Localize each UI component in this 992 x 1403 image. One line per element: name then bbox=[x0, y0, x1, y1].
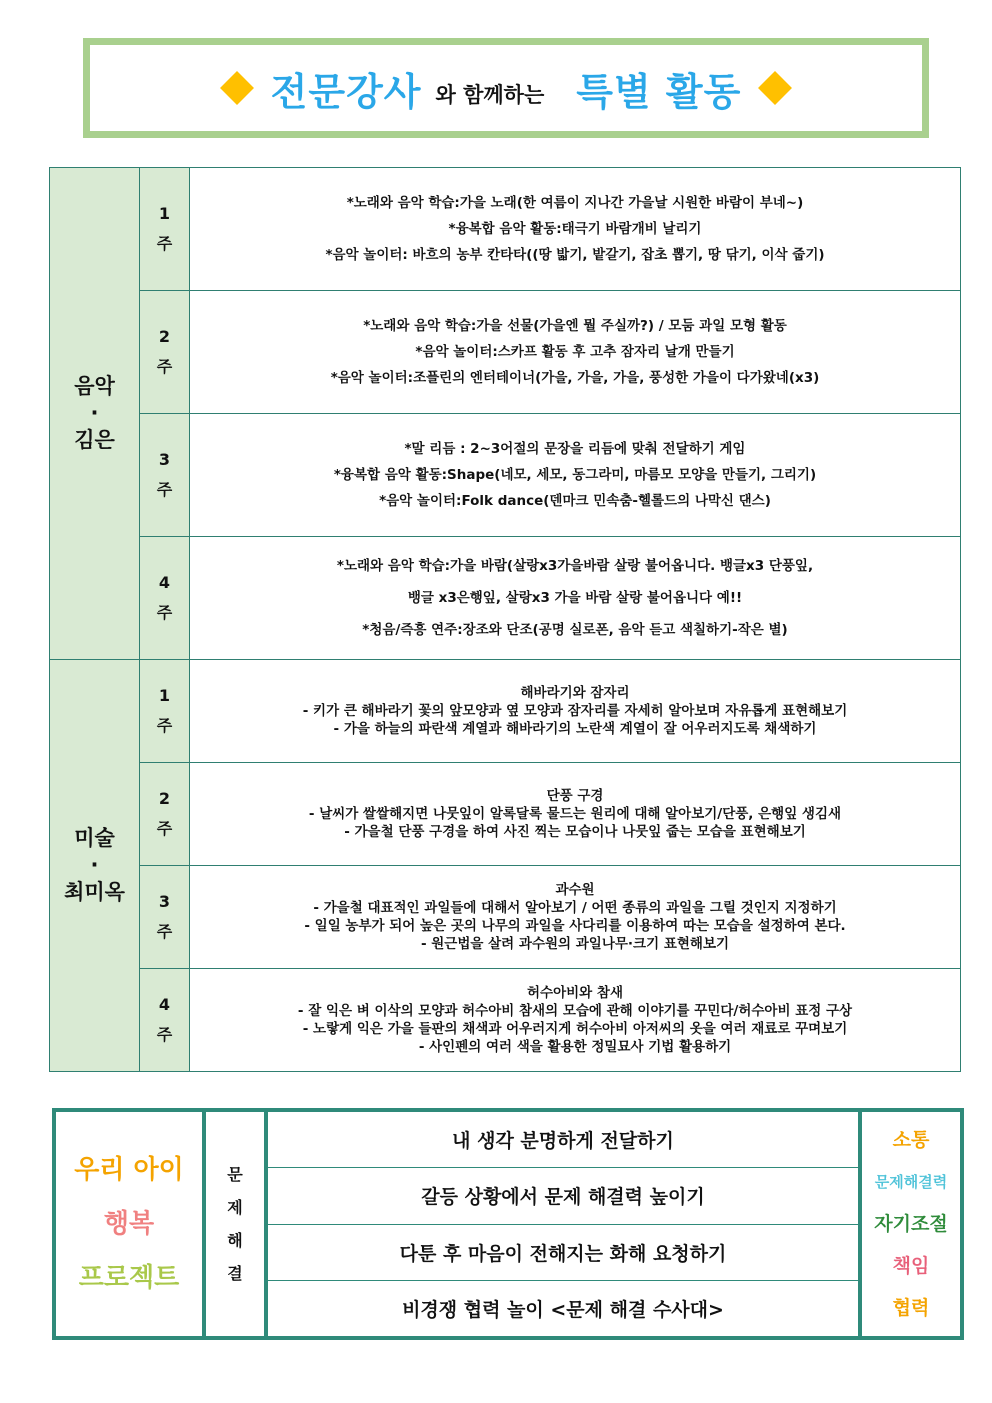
content-line: 과수원 bbox=[555, 882, 595, 898]
content-line: *노래와 음악 학습:가을 선물(가을엔 뭘 주실까?) / 모둠 과일 모형 활동 bbox=[363, 318, 787, 334]
content-line: *음악 놀이터:스카프 활동 후 고추 잠자리 날개 만들기 bbox=[415, 344, 735, 360]
content-line: - 일일 농부가 되어 높은 곳의 나무의 과일을 사다리를 이용하여 따는 모습을 설정하여 본다. bbox=[304, 918, 846, 934]
project-items bbox=[268, 1112, 862, 1336]
table-row bbox=[50, 866, 961, 969]
project-category bbox=[206, 1112, 268, 1336]
diamond-icon bbox=[220, 71, 254, 105]
project-title-line: 우리 아이 bbox=[74, 1155, 184, 1185]
subject-teacher: 김은 bbox=[74, 428, 115, 453]
week-number: 1 bbox=[158, 685, 171, 705]
week-content bbox=[190, 414, 961, 537]
keyword: 자기조절 bbox=[874, 1213, 948, 1235]
week-content bbox=[190, 537, 961, 660]
week-cell bbox=[140, 168, 190, 291]
week-number: 4 bbox=[158, 572, 171, 592]
diamond-icon bbox=[758, 71, 792, 105]
project-item: 갈등 상황에서 문제 해결력 높이기 bbox=[268, 1168, 858, 1224]
table-row bbox=[50, 969, 961, 1072]
keyword: 문제해결력 bbox=[874, 1173, 948, 1191]
content-line: - 노랗게 익은 가을 들판의 채색과 어우러지게 허수아비 아저씨의 옷을 여러 재료로 꾸며보기 bbox=[302, 1021, 848, 1037]
subject-label: 미술 bbox=[74, 825, 115, 850]
content-line: *음악 놀이터:Folk dance(덴마크 민속춤-헬롤드의 나막신 댄스) bbox=[379, 493, 771, 509]
content-line: 허수아비와 참새 bbox=[527, 985, 623, 1001]
week-cell bbox=[140, 969, 190, 1072]
content-line: - 가을철 대표적인 과일들에 대해서 알아보기 / 어떤 종류의 과일을 그릴 것인지 지정하기 bbox=[313, 900, 837, 916]
week-unit: 주 bbox=[156, 480, 173, 499]
content-line: *청음/즉흥 연주:장조와 단조(공명 실로폰, 음악 듣고 색칠하기-작은 별) bbox=[362, 622, 788, 638]
content-line: - 키가 큰 해바라기 꽃의 앞모양과 옆 모양과 잠자리를 자세히 알아보며 자유롭게 표현해보기 bbox=[302, 703, 848, 719]
page-header bbox=[83, 38, 929, 138]
week-cell bbox=[140, 866, 190, 969]
content-line: *노래와 음악 학습:가을 바람(살랑x3가을바람 살랑 불어옵니다. 뱅글x3 단풍잎, bbox=[336, 558, 814, 574]
schedule-table bbox=[49, 167, 961, 1072]
category-char: 문 bbox=[227, 1165, 243, 1184]
table-row bbox=[50, 168, 961, 291]
content-line: - 가을 하늘의 파란색 계열과 해바라기의 노란색 계열이 잘 어우러지도록 채색하기 bbox=[333, 721, 817, 737]
week-number: 3 bbox=[158, 891, 171, 911]
content-line: *말 리듬 : 2~3어절의 문장을 리듬에 맞춰 전달하기 게임 bbox=[404, 441, 746, 457]
week-cell bbox=[140, 414, 190, 537]
week-unit: 주 bbox=[156, 922, 173, 941]
content-line: - 원근법을 살려 과수원의 과일나무·크기 표현해보기 bbox=[420, 936, 730, 952]
table-row bbox=[50, 291, 961, 414]
project-table bbox=[52, 1108, 964, 1340]
week-number: 2 bbox=[158, 788, 171, 808]
content-line: 해바라기와 잠자리 bbox=[520, 685, 630, 701]
project-title-line: 행복 bbox=[103, 1209, 155, 1239]
table-row bbox=[50, 763, 961, 866]
week-content bbox=[190, 969, 961, 1072]
category-char: 제 bbox=[227, 1198, 243, 1217]
week-number: 1 bbox=[158, 203, 171, 223]
content-line: *음악 놀이터:조플린의 엔터테이너(가을, 가을, 가을, 풍성한 가을이 다가왔네(x3) bbox=[330, 370, 820, 386]
header-left-title: 전문강사 bbox=[270, 69, 422, 114]
week-cell bbox=[140, 763, 190, 866]
table-row bbox=[50, 660, 961, 763]
content-line: *융복합 음악 활동:태극기 바람개비 날리기 bbox=[448, 221, 702, 237]
subject-label: 음악 bbox=[74, 373, 115, 398]
week-content bbox=[190, 291, 961, 414]
content-line: - 날씨가 쌀쌀해지면 나뭇잎이 알록달록 물드는 원리에 대해 알아보기/단풍, 은행잎 생김새 bbox=[308, 806, 842, 822]
week-unit: 주 bbox=[156, 234, 173, 253]
subject-music bbox=[50, 168, 140, 660]
week-content bbox=[190, 660, 961, 763]
content-line: *음악 놀이터: 바흐의 농부 칸타타((땅 밟기, 밭갈기, 잡초 뽑기, 땅 닦기, 이삭 줍기) bbox=[325, 247, 825, 263]
header-connector: 와 함께하는 bbox=[435, 83, 545, 107]
subject-dot: · bbox=[90, 400, 99, 425]
category-char: 결 bbox=[227, 1264, 243, 1283]
week-number: 2 bbox=[158, 326, 171, 346]
project-item: 다툰 후 마음이 전해지는 화해 요청하기 bbox=[268, 1225, 858, 1281]
category-char: 해 bbox=[227, 1231, 243, 1250]
table-row bbox=[50, 414, 961, 537]
week-unit: 주 bbox=[156, 1025, 173, 1044]
content-line: *노래와 음악 학습:가을 노래(한 여름이 지나간 가을날 시원한 바람이 부네~) bbox=[346, 195, 804, 211]
content-line: 뱅글 x3은행잎, 살랑x3 가을 바람 살랑 불어옵니다 예!! bbox=[407, 590, 743, 606]
table-row bbox=[50, 537, 961, 660]
content-line: - 가을철 단풍 구경을 하여 사진 찍는 모습이나 나뭇잎 줍는 모습을 표현해보기 bbox=[344, 824, 806, 840]
week-unit: 주 bbox=[156, 357, 173, 376]
subject-teacher: 최미옥 bbox=[64, 880, 125, 905]
week-number: 4 bbox=[158, 994, 171, 1014]
project-title-line: 프로젝트 bbox=[78, 1263, 180, 1293]
week-unit: 주 bbox=[156, 819, 173, 838]
content-line: *융복합 음악 활동:Shape(네모, 세모, 동그라미, 마름모 모양을 만들기, 그리기) bbox=[333, 467, 817, 483]
subject-art bbox=[50, 660, 140, 1072]
keyword: 협력 bbox=[892, 1297, 930, 1319]
project-item: 내 생각 분명하게 전달하기 bbox=[268, 1112, 858, 1168]
project-keywords bbox=[862, 1112, 960, 1336]
week-content bbox=[190, 168, 961, 291]
keyword: 책임 bbox=[892, 1255, 930, 1277]
keyword: 소통 bbox=[892, 1129, 930, 1151]
week-unit: 주 bbox=[156, 603, 173, 622]
week-cell bbox=[140, 660, 190, 763]
week-number: 3 bbox=[158, 449, 171, 469]
subject-dot: · bbox=[90, 852, 99, 877]
header-right-title: 특별 활동 bbox=[576, 69, 742, 114]
week-content bbox=[190, 866, 961, 969]
project-title bbox=[56, 1112, 206, 1336]
content-line: 단풍 구경 bbox=[546, 788, 604, 804]
week-unit: 주 bbox=[156, 716, 173, 735]
content-line: - 잘 익은 벼 이삭의 모양과 허수아비 참새의 모습에 관해 이야기를 꾸민다/허수아비 표정 구상 bbox=[297, 1003, 853, 1019]
week-cell bbox=[140, 537, 190, 660]
week-content bbox=[190, 763, 961, 866]
week-cell bbox=[140, 291, 190, 414]
project-item: 비경쟁 협력 놀이 <문제 해결 수사대> bbox=[402, 1298, 724, 1321]
content-line: - 사인펜의 여러 색을 활용한 정밀묘사 기법 활용하기 bbox=[418, 1039, 732, 1055]
